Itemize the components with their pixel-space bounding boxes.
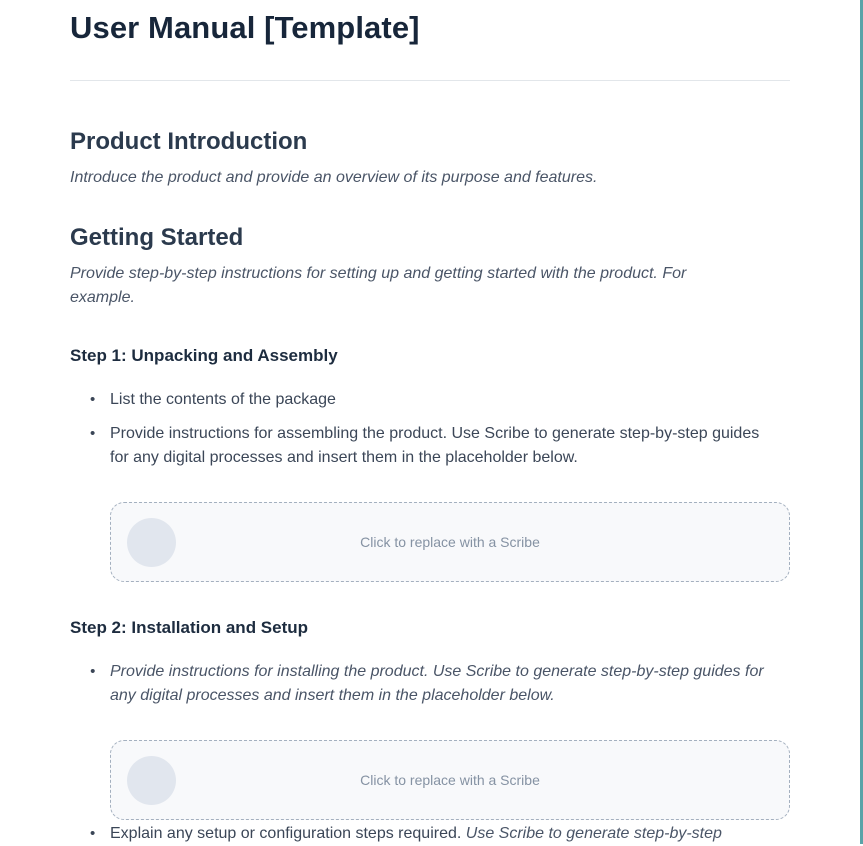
section-description-product-introduction: Introduce the product and provide an overview of its purpose and features. [70,169,598,186]
list-item-italic-text: Use Scribe to generate step-by-step [465,825,722,842]
section-description-getting-started: Provide step-by-step instructions for setting up and getting started with the product. For example. [70,265,687,306]
page-title: User Manual [Template] [70,10,420,45]
section-heading-getting-started: Getting Started [70,224,244,251]
list-item: • Provide instructions for assembling the product. Use Scribe to generate step-by-step guides for any digital processes and insert them in the placeholder below. [90,422,770,470]
list-item-text: Explain any setup or configuration steps required. [110,825,462,842]
step-2-list-continued [90,822,770,846]
list-item [90,822,770,846]
title-divider [70,80,790,81]
scribe-placeholder-label: Click to replace with a Scribe [360,772,540,788]
list-item: • List the contents of the package [90,388,770,412]
scribe-placeholder-step-1[interactable] [110,502,790,582]
step-1-list [90,388,770,470]
step-2-list [90,660,770,708]
section-heading-product-introduction: Product Introduction [70,128,308,155]
scribe-placeholder-step-2[interactable] [110,740,790,820]
scribe-placeholder-label: Click to replace with a Scribe [360,534,540,550]
step-2-heading: Step 2: Installation and Setup [70,618,309,637]
step-1-heading: Step 1: Unpacking and Assembly [70,346,338,365]
list-item: • Provide instructions for installing the product. Use Scribe to generate step-by-step guides for any digital processes and insert them in the placeholder below. [90,660,770,708]
